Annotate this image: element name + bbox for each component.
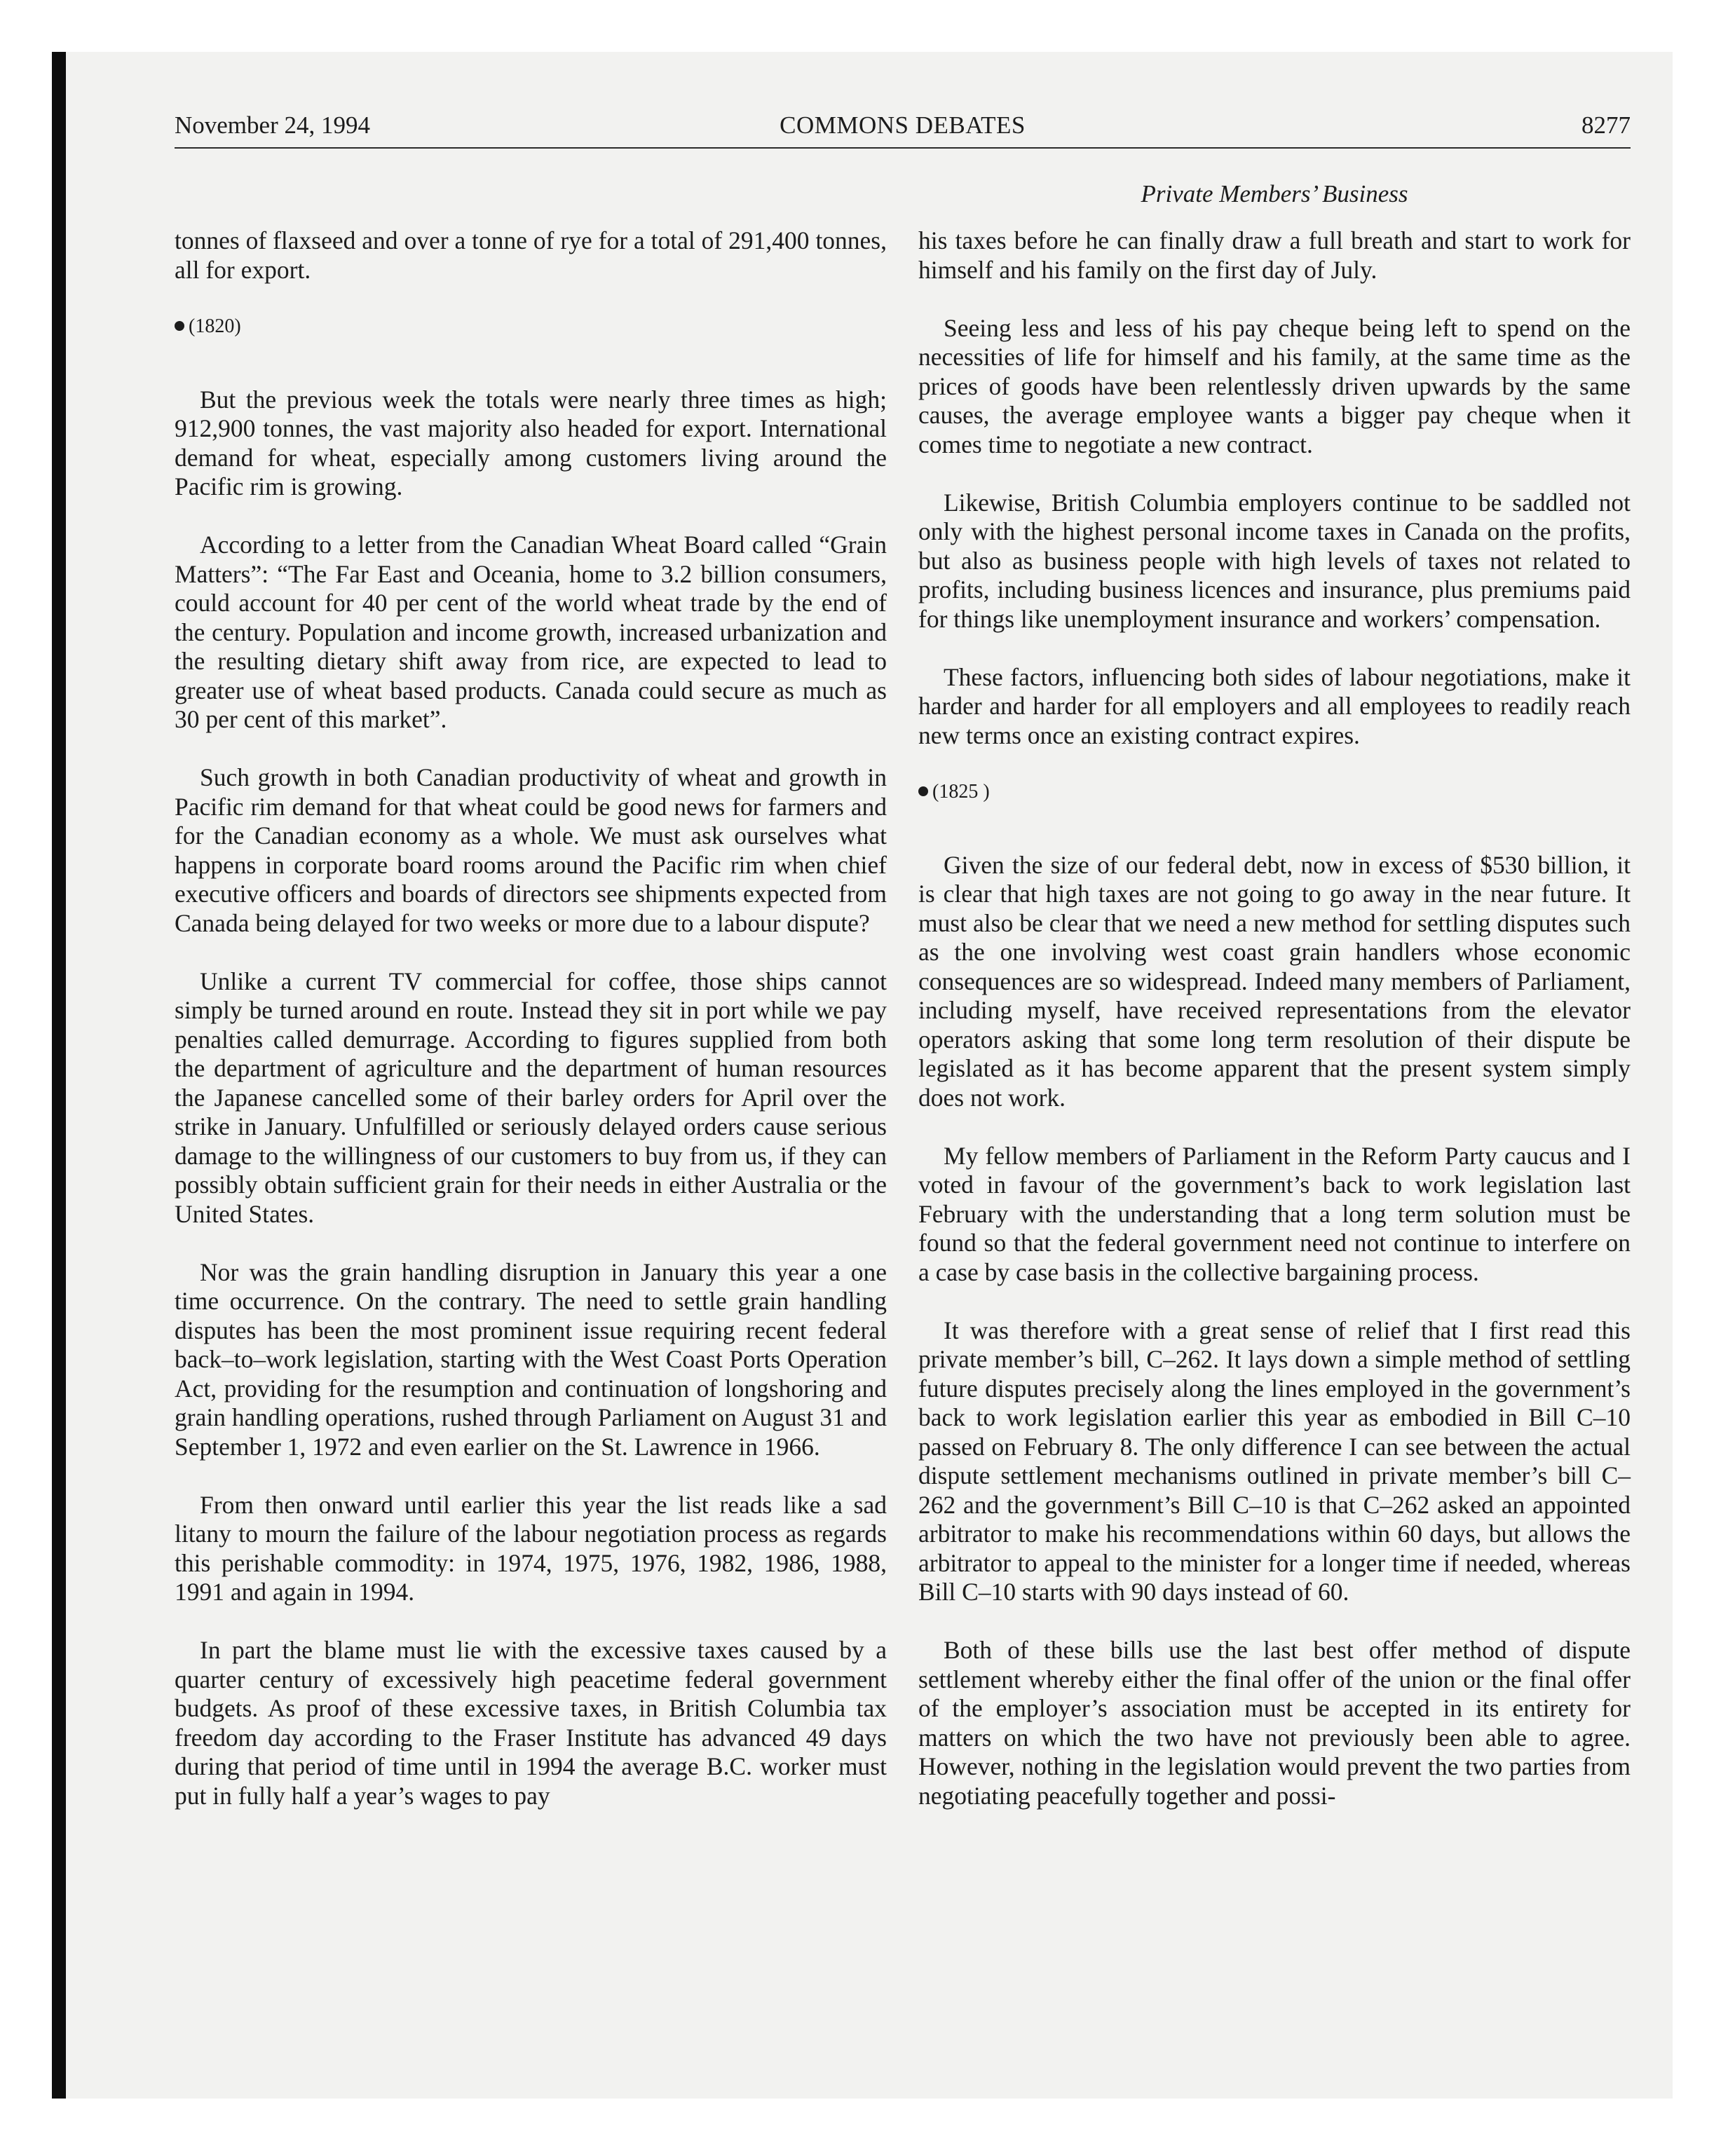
paragraph: From then onward until earlier this year the list reads like a sad litany to mourn the failure of the labour negotiation process as regards this perishable commodity: in 1974, 1975, 1976, 1982, 1986, 1988, 1991 and again in 1994. — [175, 1490, 887, 1606]
paragraph: According to a letter from the Canadian Wheat Board called “Grain Matters”: “The Far East and Oceania, home to 3.2 billion consumers, could account for 40 per cent of the world wheat trade by the end of the century. Population and income growth, increased urbanization and the resulting dietary shift away from rice, are expected to lead to greater use of wheat based products. Canada could secure as much as 30 per cent of this market”. — [175, 531, 887, 733]
right-column — [918, 226, 1631, 1840]
paragraph: Seeing less and less of his pay cheque being left to spend on the necessities of life for himself and his family, at the same time as the prices of goods have been relentlessly driven upwards by the same causes, the average employee wants a bigger pay cheque when it comes time to negotiate a new contract. — [918, 313, 1631, 458]
time-marker — [175, 314, 887, 339]
header-rule — [175, 147, 1631, 149]
paragraph: My fellow members of Parliament in the Reform Party caucus and I voted in favour of the government’s back to work legislation last February with the understanding that a long term solution must be found so that the federal government need not continue to interfere on a case by case basis in the collective bargaining process. — [918, 1141, 1631, 1286]
paragraph: Unlike a current TV commercial for coffee, those ships cannot simply be turned around en route. Instead they sit in port while we pay penalties called demurrage. According to figures supplied from both the department of agriculture and the department of human resources the Japanese cancelled some of their barley orders for April over the strike in January. Unfulfilled or seriously delayed orders cause serious damage to the willingness of our customers to buy from us, if they can possibly obtain sufficient grain for their needs in either Australia or the United States. — [175, 967, 887, 1228]
paragraph: Nor was the grain handling disruption in January this year a one time occurrence. On the contrary. The need to settle grain handling disputes has been the most prominent issue requiring recent federal back–to–work legislation, starting with the West Coast Ports Operation Act, providing for the resumption and continuation of longshoring and grain handling operations, rushed through Parliament on August 31 and September 1, 1972 and even earlier on the St. Lawrence in 1966. — [175, 1257, 887, 1461]
paragraph: his taxes before he can finally draw a full breath and start to work for himself and his family on the first day of July. — [918, 226, 1631, 284]
paragraph: tonnes of flaxseed and over a tonne of rye for a total of 291,400 tonnes, all for export. — [175, 226, 887, 284]
paragraph: Both of these bills use the last best offer method of dispute settlement whereby either the final offer of the union or the final offer of the employer’s association must be accepted in its entirety for matters on which the two have not previously been able to agree. However, nothing in the legislation would prevent the two parties from negotiating peacefully together and possi- — [918, 1636, 1631, 1810]
time-marker-label: (1820) — [189, 315, 241, 337]
section-title: Private Members’ Business — [1141, 180, 1408, 207]
bullet-icon — [175, 321, 184, 331]
paragraph: In part the blame must lie with the excessive taxes caused by a quarter century of excessively high peacetime federal government budgets. As proof of these excessive taxes, in British Columbia tax freedom day according to the Fraser Institute has advanced 49 days during that period of time until in 1994 the average B.C. worker must put in fully half a year’s wages to pay — [175, 1636, 887, 1810]
paragraph: It was therefore with a great sense of relief that I first read this private member’s bill, C–262. It lays down a simple method of settling future disputes precisely along the lines employed in the government’s back to work legislation earlier this year as embodied in Bill C–10 passed on February 8. The only difference I can see between the actual dispute settlement mechanisms outlined in private member’s bill C–262 and the government’s Bill C–10 is that C–262 asked an appointed arbitrator to make his recommendations within 60 days, but allows the arbitrator to appeal to the minister for a longer time if needed, whereas Bill C–10 starts with 90 days instead of 60. — [918, 1316, 1631, 1606]
header-page-number: 8277 — [1581, 111, 1631, 139]
paragraph: Likewise, British Columbia employers continue to be saddled not only with the highest personal income taxes in Canada on the profits, but also as business people with high levels of taxes not related to profits, including business licences and insurance, plus premiums paid for things like unemployment insurance and workers’ compensation. — [918, 488, 1631, 633]
page-header — [175, 107, 1631, 144]
left-column — [175, 226, 887, 1840]
time-marker-label: (1825 ) — [932, 780, 990, 803]
paragraph: These factors, influencing both sides of labour negotiations, make it harder and harder for all employers and all employees to readily reach new terms once an existing contract expires. — [918, 662, 1631, 749]
header-title: COMMONS DEBATES — [780, 111, 1026, 139]
bullet-icon — [918, 786, 928, 796]
header-date: November 24, 1994 — [175, 111, 370, 139]
time-marker — [918, 779, 1631, 805]
scan-edge — [52, 52, 66, 2099]
paragraph: Such growth in both Canadian productivity of wheat and growth in Pacific rim demand for that wheat could be good news for farmers and for the Canadian economy as a whole. We must ask ourselves what happens in corporate board rooms around the Pacific rim when chief executive officers and boards of directors see shipments expected from Canada being delayed for two weeks or more due to a labour dispute? — [175, 763, 887, 937]
paragraph: Given the size of our federal debt, now in excess of $530 billion, it is clear that high taxes are not going to go away in the near future. It must also be clear that we need a new method for settling disputes such as the one involving west coast grain handlers whose economic consequences are so widespread. Indeed many members of Parliament, including myself, have received representations from the elevator operators asking that some long term resolution of their dispute be legislated as it has become apparent that the present system simply does not work. — [918, 850, 1631, 1112]
paragraph: But the previous week the totals were nearly three times as high; 912,900 tonnes, the vast majority also headed for export. International demand for wheat, especially among customers living around the Pacific rim is growing. — [175, 385, 887, 500]
